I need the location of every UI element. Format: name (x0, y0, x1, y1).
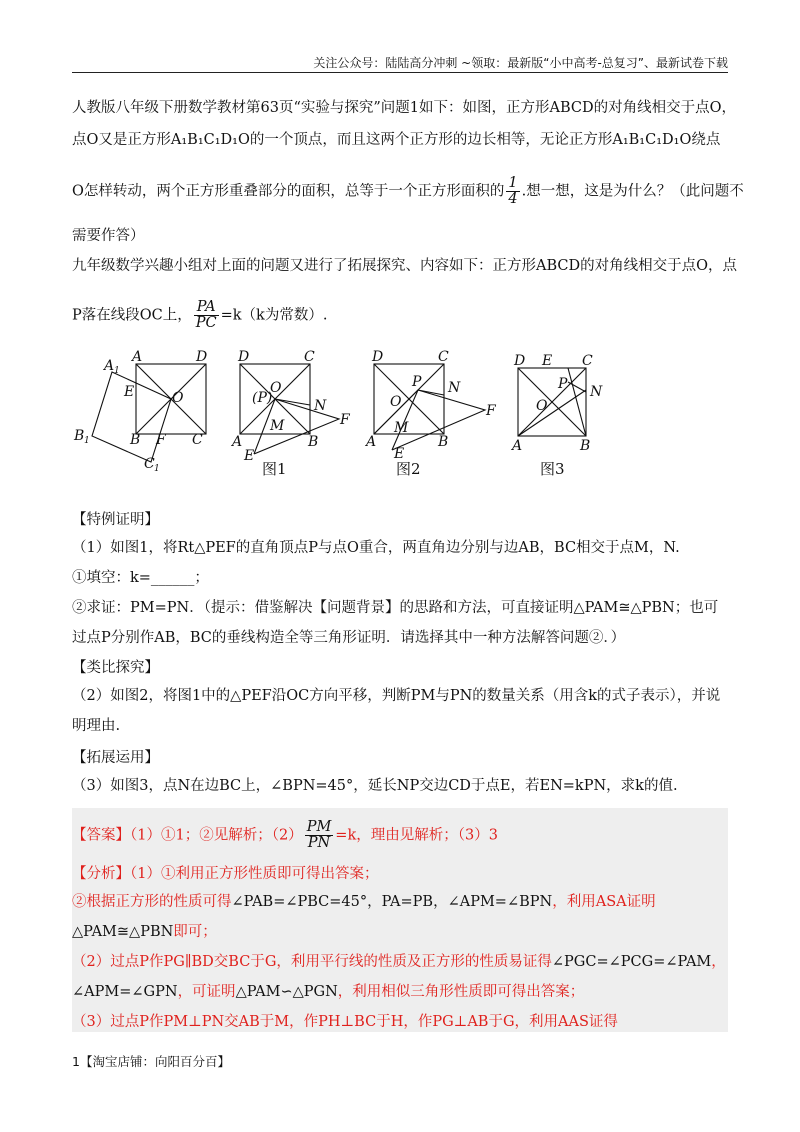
intro-line-6a: P落在线段OC上， (72, 307, 192, 324)
analysis-line-5 (72, 982, 732, 1002)
analysis-formula-5c: △PAM∽△PGN (235, 984, 338, 1000)
question-1-prove: ②求证：PM=PN．（提示：借鉴解决【问题背景】的思路和方法，可直接证明△PAM≅△PBN；也可 (72, 600, 719, 616)
fig-label: E (542, 353, 553, 369)
fig-label: A (232, 434, 243, 450)
fraction-denominator: 4 (508, 191, 518, 207)
caption-fig1: 图1 (262, 460, 287, 478)
fig-label: C (582, 353, 593, 369)
fig-label: E (244, 448, 255, 464)
question-3: （3）如图3，点N在边BC上，∠BPN=45°，延长NP交边CD于点E，若EN=kPN，求k的值. (72, 778, 678, 794)
fig-label: A (366, 434, 377, 450)
intro-line-3 (72, 175, 744, 207)
quarter-fraction (506, 176, 519, 207)
section-title-analogy: 【类比探究】 (72, 660, 159, 676)
intro-line-4: 需要作答） (72, 228, 145, 244)
fig-label: N (314, 398, 327, 414)
fig-label: (P) (252, 390, 273, 406)
figure-captions (262, 460, 565, 478)
caption-fig2: 图2 (396, 460, 421, 478)
question-2-cont: 明理由. (72, 718, 121, 734)
header-rule (72, 72, 728, 73)
analysis-line-6: （3）过点P作PM⊥PN交AB于M，作PH⊥BC于H，作PG⊥AB于G，利用AAS证得 (72, 1014, 618, 1030)
fig-label: O (390, 394, 402, 410)
fig-label: A (512, 438, 523, 454)
ratio-fraction (194, 300, 219, 331)
fig-label: 1 (84, 436, 90, 446)
analysis-line-3 (72, 922, 732, 942)
fig-label: N (448, 380, 461, 396)
footer-text: 1【淘宝店铺：向阳百分百】 (72, 1054, 230, 1069)
analysis-text-4c: ， (711, 954, 726, 970)
question-2: （2）如图2，将图1中的△PEF沿OC方向平移，判断PM与PN的数量关系（用含k的式子表示），并说 (72, 688, 721, 704)
analysis-text-2c: ，利用ASA证明 (552, 894, 656, 910)
section-title-extension: 【拓展运用】 (72, 750, 159, 766)
ratio-denominator: PC (195, 315, 217, 331)
fig-label: C (144, 456, 155, 472)
analysis-line-4 (72, 952, 732, 972)
fig-label: E (394, 446, 405, 462)
answer-fraction-num: PM (306, 819, 332, 835)
fig-label: B (438, 434, 449, 450)
answer-fraction (305, 820, 334, 851)
fig-label: C (438, 349, 449, 365)
analysis-line-1 (72, 864, 732, 884)
analysis-text-5b: ，可证明 (177, 984, 236, 1000)
analysis-text-5d: ，利用相似三角形性质即可得出答案； (337, 984, 585, 1000)
answer-line (72, 820, 732, 851)
question-1-prove-2: 过点P分别作AB，BC的垂线构造全等三角形证明．请选择其中一种方法解答问题②．） (72, 630, 626, 646)
fig-label: 1 (154, 464, 160, 474)
intro-line-3b: .想一想，这是为什么？（此问题不 (521, 183, 744, 200)
fig-label: C (304, 349, 315, 365)
caption-fig3: 图3 (540, 460, 565, 478)
fig-label: E (124, 384, 135, 400)
fig-label: O (270, 380, 282, 396)
fig-label: B (130, 432, 141, 448)
analysis-formula-3: △PAM≅△PBN (72, 924, 174, 940)
analysis-formula-5a: ∠APM=∠GPN (72, 984, 178, 1000)
intro-line-3a: O怎样转动，两个正方形重叠部分的面积，总等于一个正方形面积的 (72, 183, 505, 200)
analysis-label: 【分析】 (72, 866, 130, 882)
answer-fraction-den: PN (307, 835, 331, 851)
analysis-text-4a: （2）过点P作PG∥BD交BC于G，利用平行线的性质及正方形的性质易证得 (72, 954, 552, 970)
answer-part-1: （1）①1；②见解析；（2） (130, 827, 303, 844)
intro-line-2: 点O又是正方形A₁B₁C₁D₁O的一个顶点，而且这两个正方形的边长相等，无论正方形A₁B₁C₁D₁O绕点 (72, 132, 721, 148)
question-1-fill: ①填空：k=______； (72, 570, 209, 586)
figure-labels (73, 349, 603, 474)
analysis-text-2a: ②根据正方形的性质可得 (72, 894, 232, 910)
fig-label: M (270, 418, 285, 434)
fig-label: C (192, 432, 203, 448)
analysis-formula-2: ∠PAB=∠PBC=45°，PA=PB，∠APM=∠BPN (231, 894, 553, 910)
fig-label: D (372, 349, 384, 365)
analysis-line-2 (72, 892, 732, 912)
analysis-text-1: （1）①利用正方形性质即可得出答案； (130, 866, 379, 882)
fig-label: O (172, 390, 184, 406)
fig-label: F (486, 403, 496, 419)
question-1: （1）如图1，将Rt△PEF的直角顶点P与点O重合，两直角边分别与边AB，BC相交于点M，N. (72, 540, 680, 556)
fraction-numerator: 1 (508, 175, 518, 191)
fig-label: F (340, 412, 350, 428)
fig-label: B (74, 428, 85, 444)
intro-line-5: 九年级数学兴趣小组对上面的问题又进行了拓展探究、内容如下：正方形ABCD的对角线相交于点O，点 (72, 258, 737, 274)
fig-label: F (156, 432, 166, 448)
fig-label: P (412, 374, 422, 390)
fig-label: P (558, 376, 568, 392)
fig-label: D (196, 349, 208, 365)
intro-line-1: 人教版八年级下册数学教材第63页“实验与探究”问题1如下：如图，正方形ABCD的对角线相交于点O， (72, 100, 737, 116)
intro-line-6b: =k（k为常数）. (220, 307, 328, 324)
intro-line-6 (72, 300, 732, 331)
fig-label: B (308, 434, 319, 450)
geometry-figures (72, 340, 712, 490)
fig-label: A (132, 349, 143, 365)
fig-label: N (590, 384, 603, 400)
fig-label: 1 (114, 366, 120, 376)
fig-label: D (238, 349, 250, 365)
fig-label: B (580, 438, 591, 454)
section-title-special: 【特例证明】 (72, 512, 159, 528)
analysis-text-3b: 即可； (173, 924, 217, 940)
answer-label: 【答案】 (72, 827, 130, 844)
answer-part-2: =k，理由见解析；（3）3 (335, 827, 498, 844)
analysis-formula-4: ∠PGC=∠PCG=∠PAM (551, 954, 712, 970)
fig-label: A (104, 358, 115, 374)
header-text: 关注公众号：陆陆高分冲刺 ~领取：最新版“小中高考-总复习”、最新试卷下载 (313, 56, 728, 70)
fig-label: O (536, 398, 548, 414)
ratio-numerator: PA (194, 300, 219, 316)
fig-label: M (394, 420, 409, 436)
fig-label: D (514, 353, 526, 369)
